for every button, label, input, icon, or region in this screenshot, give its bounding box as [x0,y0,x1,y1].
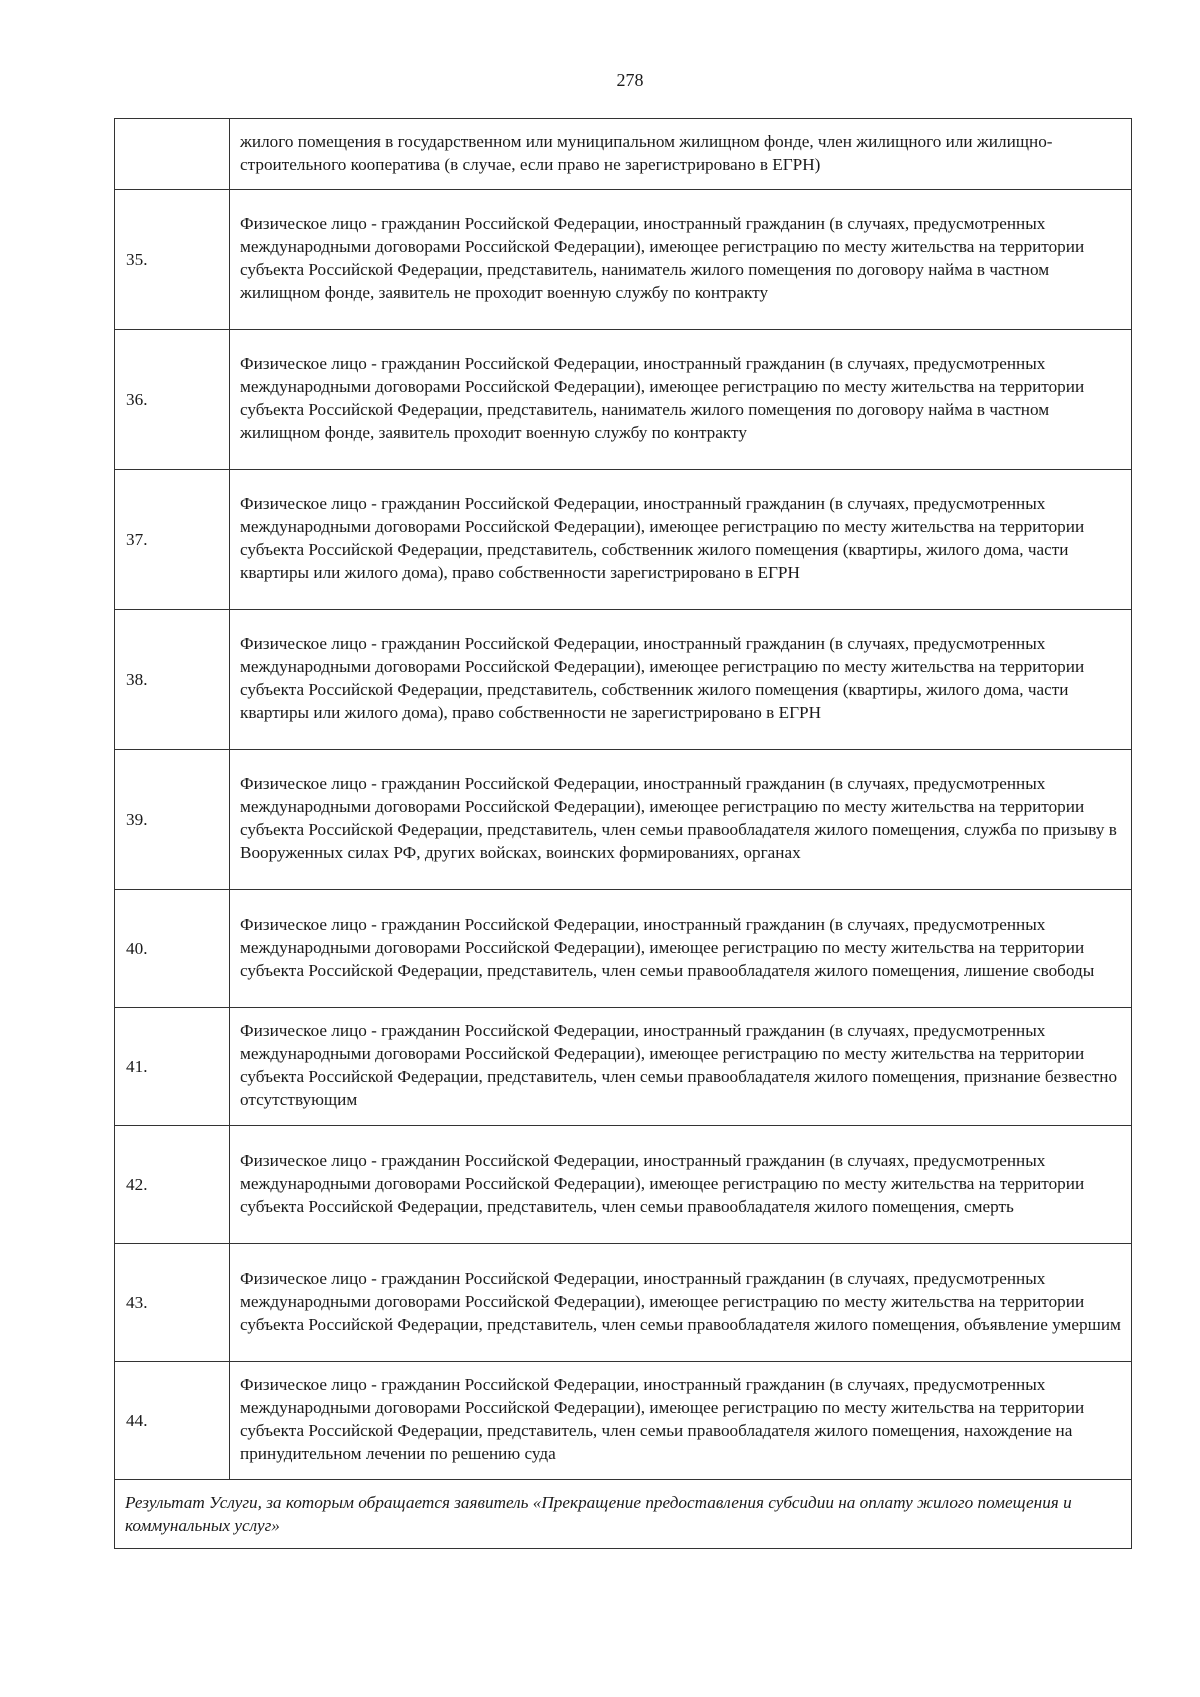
table-row [115,470,1132,610]
row-number: 35. [115,190,230,330]
table-row [115,1008,1132,1126]
page-number: 278 [616,70,644,90]
applicant-variants-table [114,118,1132,1549]
table-row [115,1126,1132,1244]
result-row [115,1480,1132,1549]
row-description: Физическое лицо - гражданин Российской Федерации, иностранный гражданин (в случаях, предусмотренных международными договорами Российской Федерации), имеющее регистрацию по месту жительства на территории субъекта Российской Федерации, представитель, член семьи правообладателя жилого помещения, служба по призыву в Вооруженных силах РФ, других войсках, воинских формированиях, органах [230,750,1132,890]
table-row [115,750,1132,890]
row-number: 43. [115,1244,230,1362]
table-row [115,1362,1132,1480]
row-number: 42. [115,1126,230,1244]
row-number-cell [115,119,230,190]
table-row [115,190,1132,330]
row-number: 41. [115,1008,230,1126]
table-row [115,610,1132,750]
row-number: 39. [115,750,230,890]
row-number: 36. [115,330,230,470]
row-number: 40. [115,890,230,1008]
row-description: Физическое лицо - гражданин Российской Федерации, иностранный гражданин (в случаях, предусмотренных международными договорами Российской Федерации), имеющее регистрацию по месту жительства на территории субъекта Российской Федерации, представитель, наниматель жилого помещения по договору найма в частном жилищном фонде, заявитель проходит военную службу по контракту [230,330,1132,470]
row-description: Физическое лицо - гражданин Российской Федерации, иностранный гражданин (в случаях, предусмотренных международными договорами Российской Федерации), имеющее регистрацию по месту жительства на территории субъекта Российской Федерации, представитель, собственник жилого помещения (квартиры, жилого дома, части квартиры или жилого дома), право собственности не зарегистрировано в ЕГРН [230,610,1132,750]
row-description: Физическое лицо - гражданин Российской Федерации, иностранный гражданин (в случаях, предусмотренных международными договорами Российской Федерации), имеющее регистрацию по месту жительства на территории субъекта Российской Федерации, представитель, собственник жилого помещения (квартиры, жилого дома, части квартиры или жилого дома), право собственности зарегистрировано в ЕГРН [230,470,1132,610]
table-row [115,1244,1132,1362]
table-row-continuation [115,119,1132,190]
row-number: 44. [115,1362,230,1480]
row-description: Физическое лицо - гражданин Российской Федерации, иностранный гражданин (в случаях, предусмотренных международными договорами Российской Федерации), имеющее регистрацию по месту жительства на территории субъекта Российской Федерации, представитель, член семьи правообладателя жилого помещения, смерть [230,1126,1132,1244]
result-heading: Результат Услуги, за которым обращается заявитель «Прекращение предоставления субсидии на оплату жилого помещения и коммунальных услуг» [115,1480,1132,1549]
row-description: Физическое лицо - гражданин Российской Федерации, иностранный гражданин (в случаях, предусмотренных международными договорами Российской Федерации), имеющее регистрацию по месту жительства на территории субъекта Российской Федерации, представитель, член семьи правообладателя жилого помещения, нахождение на принудительном лечении по решению суда [230,1362,1132,1480]
row-number: 37. [115,470,230,610]
table-row [115,330,1132,470]
row-description: Физическое лицо - гражданин Российской Федерации, иностранный гражданин (в случаях, предусмотренных международными договорами Российской Федерации), имеющее регистрацию по месту жительства на территории субъекта Российской Федерации, представитель, наниматель жилого помещения по договору найма в частном жилищном фонде, заявитель не проходит военную службу по контракту [230,190,1132,330]
table-row [115,890,1132,1008]
row-description: Физическое лицо - гражданин Российской Федерации, иностранный гражданин (в случаях, предусмотренных международными договорами Российской Федерации), имеющее регистрацию по месту жительства на территории субъекта Российской Федерации, представитель, член семьи правообладателя жилого помещения, лишение свободы [230,890,1132,1008]
row-description: Физическое лицо - гражданин Российской Федерации, иностранный гражданин (в случаях, предусмотренных международными договорами Российской Федерации), имеющее регистрацию по месту жительства на территории субъекта Российской Федерации, представитель, член семьи правообладателя жилого помещения, признание безвестно отсутствующим [230,1008,1132,1126]
row-number: 38. [115,610,230,750]
row-description: жилого помещения в государственном или муниципальном жилищном фонде, член жилищного или жилищно-строительного кооператива (в случае, если право не зарегистрировано в ЕГРН) [230,119,1132,190]
row-description: Физическое лицо - гражданин Российской Федерации, иностранный гражданин (в случаях, предусмотренных международными договорами Российской Федерации), имеющее регистрацию по месту жительства на территории субъекта Российской Федерации, представитель, член семьи правообладателя жилого помещения, объявление умершим [230,1244,1132,1362]
